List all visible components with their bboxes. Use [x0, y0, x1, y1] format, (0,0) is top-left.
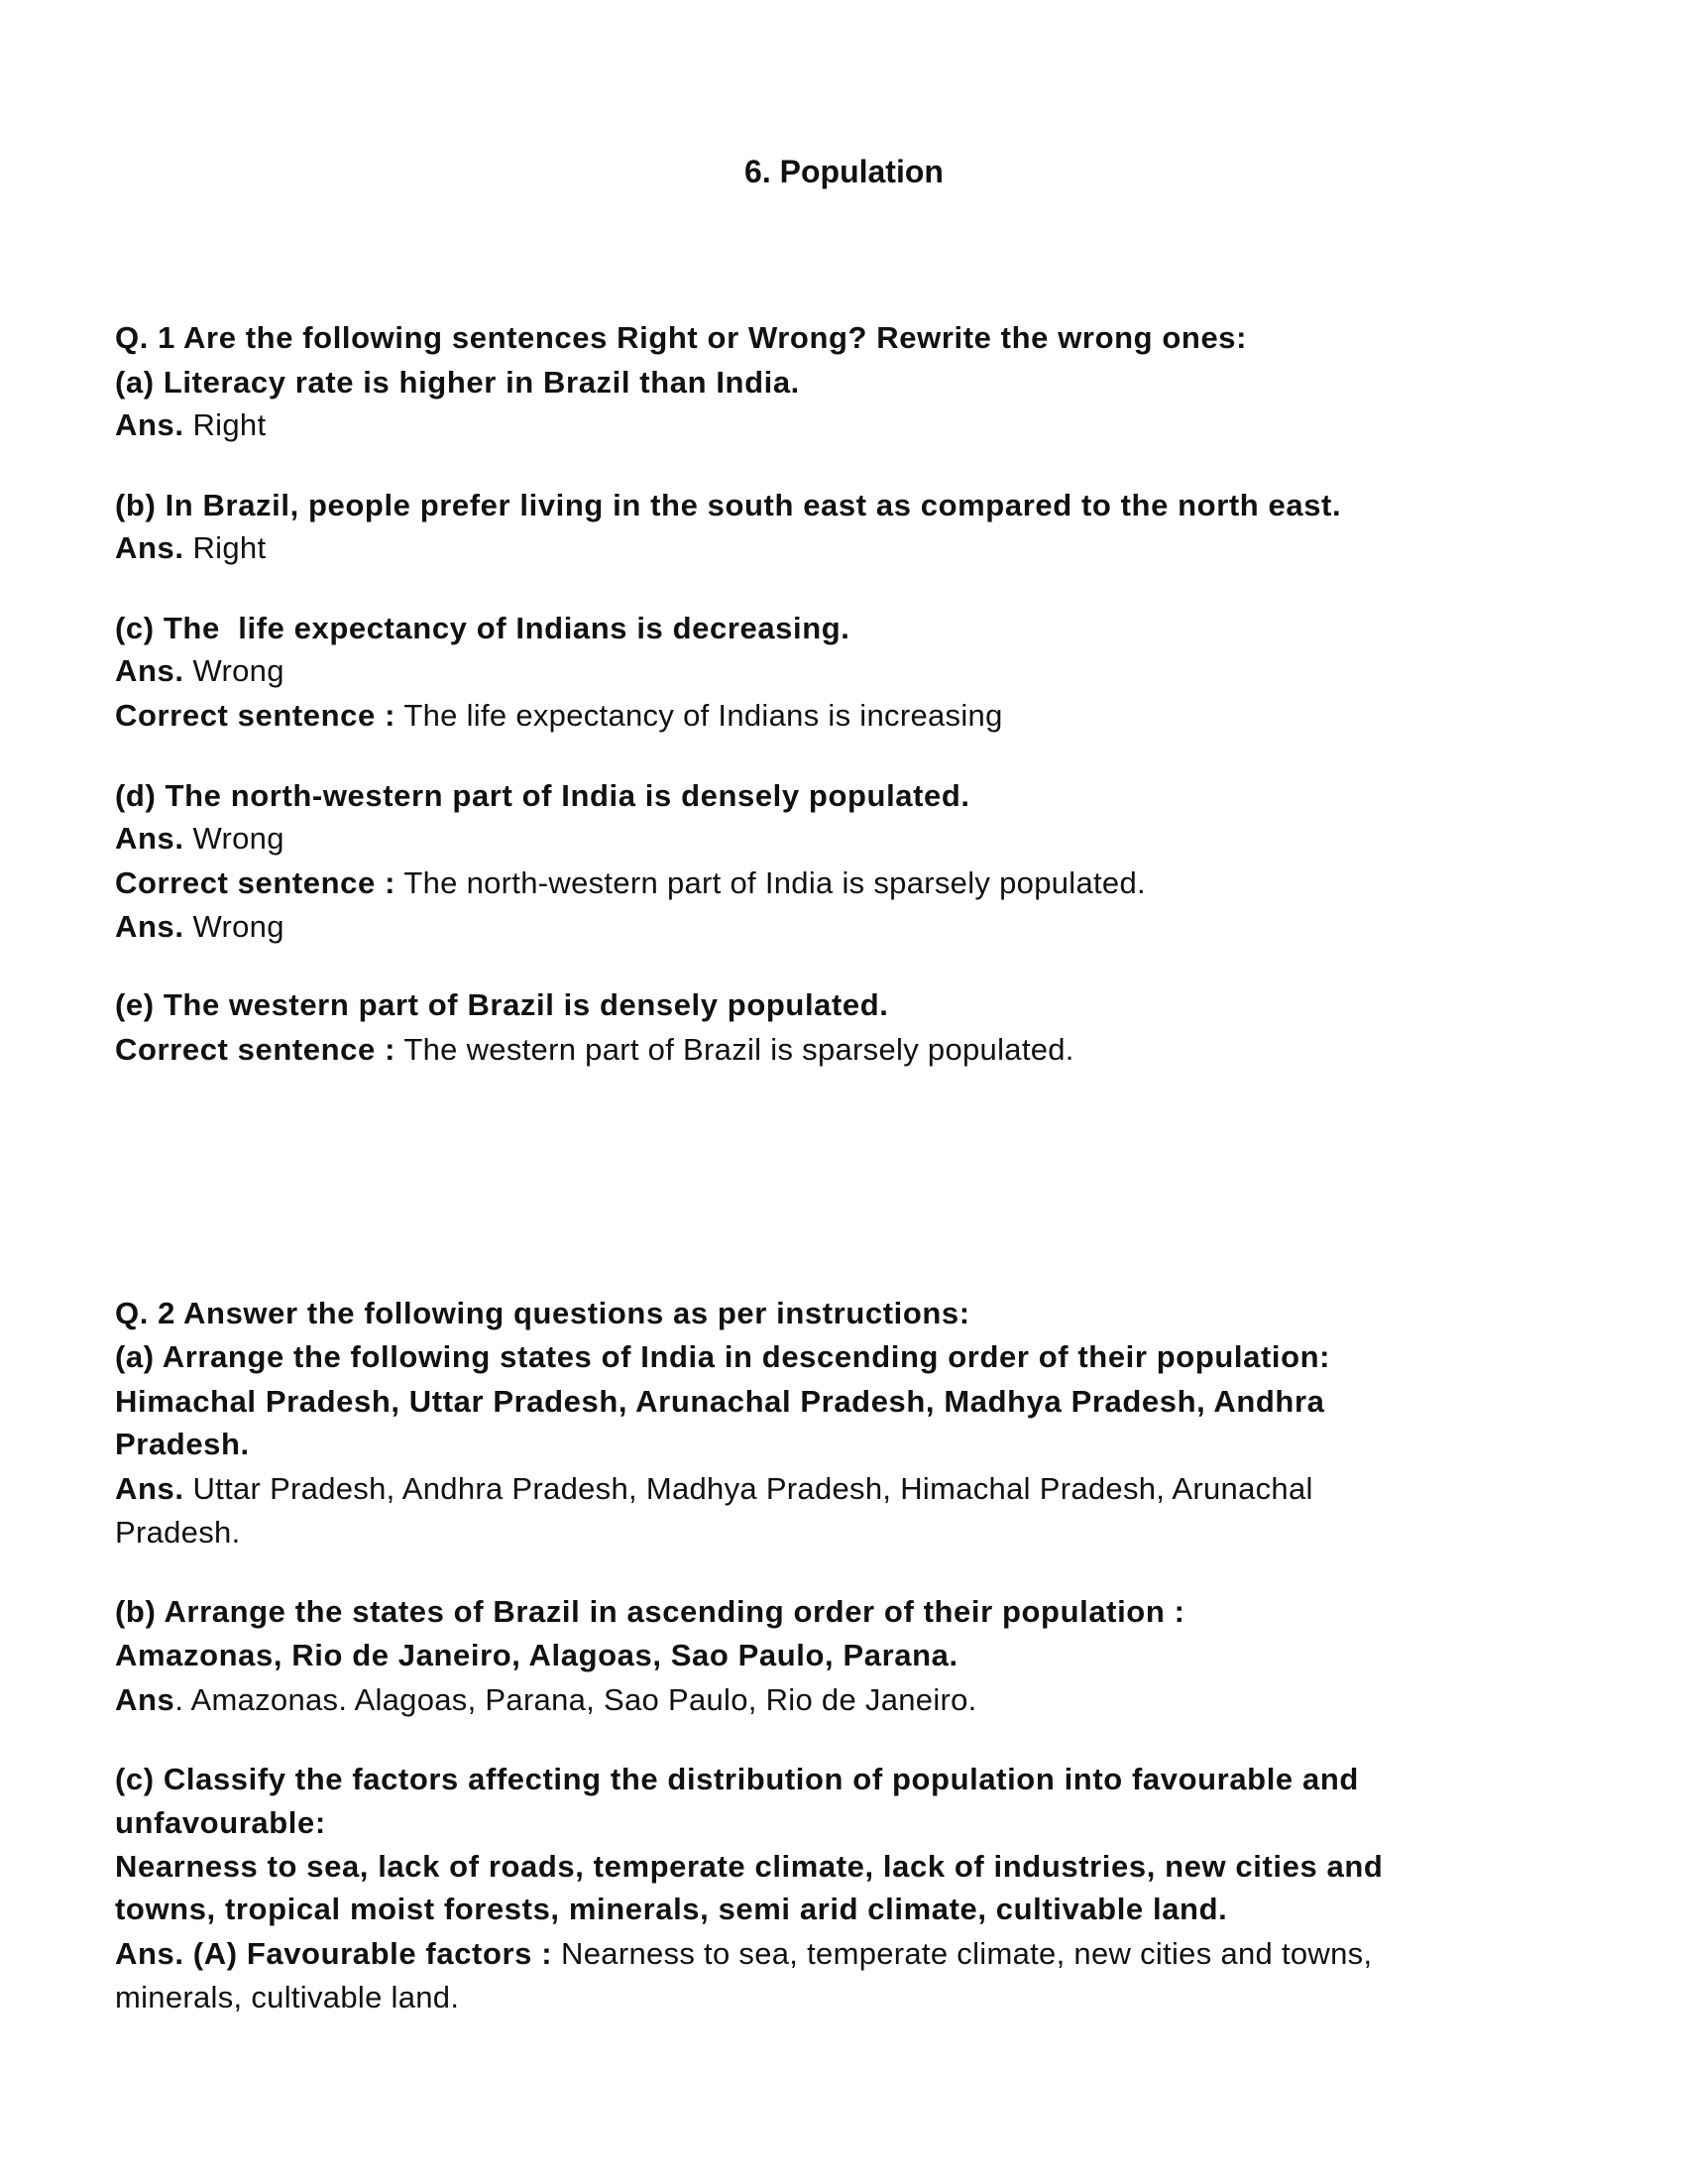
q2c-statement-line: (c) Classify the factors affecting the distribution of population into favourable and	[115, 1762, 1359, 1796]
correct-value: The life expectancy of Indians is increasing	[395, 698, 1003, 733]
ans-label: Ans. (A) Favourable factors :	[115, 1936, 553, 1971]
q1a-answer	[115, 405, 266, 445]
q2c-answer-cont: minerals, cultivable land.	[115, 1980, 460, 2014]
q1d-statement: (d) The north-western part of India is densely populated.	[115, 778, 970, 813]
ans-value: Right	[183, 530, 267, 565]
ans-value: Uttar Pradesh, Andhra Pradesh, Madhya Pradesh, Himachal Pradesh, Arunachal	[183, 1471, 1313, 1506]
q2c-answer	[115, 1934, 1372, 1974]
ans-label: Ans.	[115, 909, 184, 944]
q1-heading: Q. 1 Are the following sentences Right or Wrong? Rewrite the wrong ones:	[115, 320, 1248, 355]
q1a-statement: (a) Literacy rate is higher in Brazil than India.	[115, 365, 800, 400]
q2c-statement-line: towns, tropical moist forests, minerals, semi arid climate, cultivable land.	[115, 1892, 1228, 1926]
ans-label: Ans.	[115, 530, 184, 565]
q2a-answer-cont: Pradesh.	[115, 1515, 241, 1550]
ans-value: Wrong	[183, 821, 284, 856]
ans-label: Ans.	[115, 407, 184, 442]
q1c-answer	[115, 651, 284, 691]
q1e-correct	[115, 1030, 1074, 1070]
q2b-statement-line: (b) Arrange the states of Brazil in ascending order of their population :	[115, 1594, 1185, 1629]
ans-label: Ans.	[115, 821, 184, 856]
q2b-statement-line: Amazonas, Rio de Janeiro, Alagoas, Sao Paulo, Parana.	[115, 1638, 958, 1672]
correct-label: Correct sentence :	[115, 698, 396, 733]
q2a-statement-line: Himachal Pradesh, Uttar Pradesh, Arunachal Pradesh, Madhya Pradesh, Andhra	[115, 1384, 1325, 1419]
ans-label: Ans	[115, 1682, 175, 1717]
q1c-correct	[115, 696, 1003, 736]
q2b-answer	[115, 1680, 977, 1720]
ans-value: Wrong	[183, 653, 284, 688]
q1c-statement: (c) The life expectancy of Indians is decreasing.	[115, 611, 850, 645]
q1e-statement: (e) The western part of Brazil is densely populated.	[115, 987, 889, 1022]
ans-value: . Amazonas. Alagoas, Parana, Sao Paulo, Rio de Janeiro.	[174, 1682, 977, 1717]
correct-value: The north-western part of India is sparsely populated.	[395, 865, 1146, 900]
q1b-answer	[115, 528, 266, 568]
ans-value: Right	[183, 407, 267, 442]
q2a-statement-line: Pradesh.	[115, 1427, 250, 1461]
q1d-answer	[115, 819, 284, 859]
q2a-statement-line: (a) Arrange the following states of India in descending order of their population:	[115, 1339, 1331, 1374]
ans-value: Wrong	[183, 909, 284, 944]
q2c-statement-line: Nearness to sea, lack of roads, temperate climate, lack of industries, new cities and	[115, 1849, 1384, 1884]
ans-value: Nearness to sea, temperate climate, new cities and towns,	[552, 1936, 1373, 1971]
q1d-correct	[115, 863, 1146, 903]
ans-label: Ans.	[115, 1471, 184, 1506]
q2c-statement-line: unfavourable:	[115, 1805, 326, 1840]
ans-label: Ans.	[115, 653, 184, 688]
q2-heading: Q. 2 Answer the following questions as per instructions:	[115, 1296, 970, 1330]
q1d-answer-2	[115, 907, 284, 947]
q2a-answer	[115, 1469, 1313, 1509]
page-title: 6. Population	[744, 154, 944, 189]
correct-label: Correct sentence :	[115, 865, 396, 900]
correct-value: The western part of Brazil is sparsely populated.	[395, 1032, 1074, 1067]
correct-label: Correct sentence :	[115, 1032, 396, 1067]
q1b-statement: (b) In Brazil, people prefer living in the south east as compared to the north east.	[115, 488, 1342, 522]
